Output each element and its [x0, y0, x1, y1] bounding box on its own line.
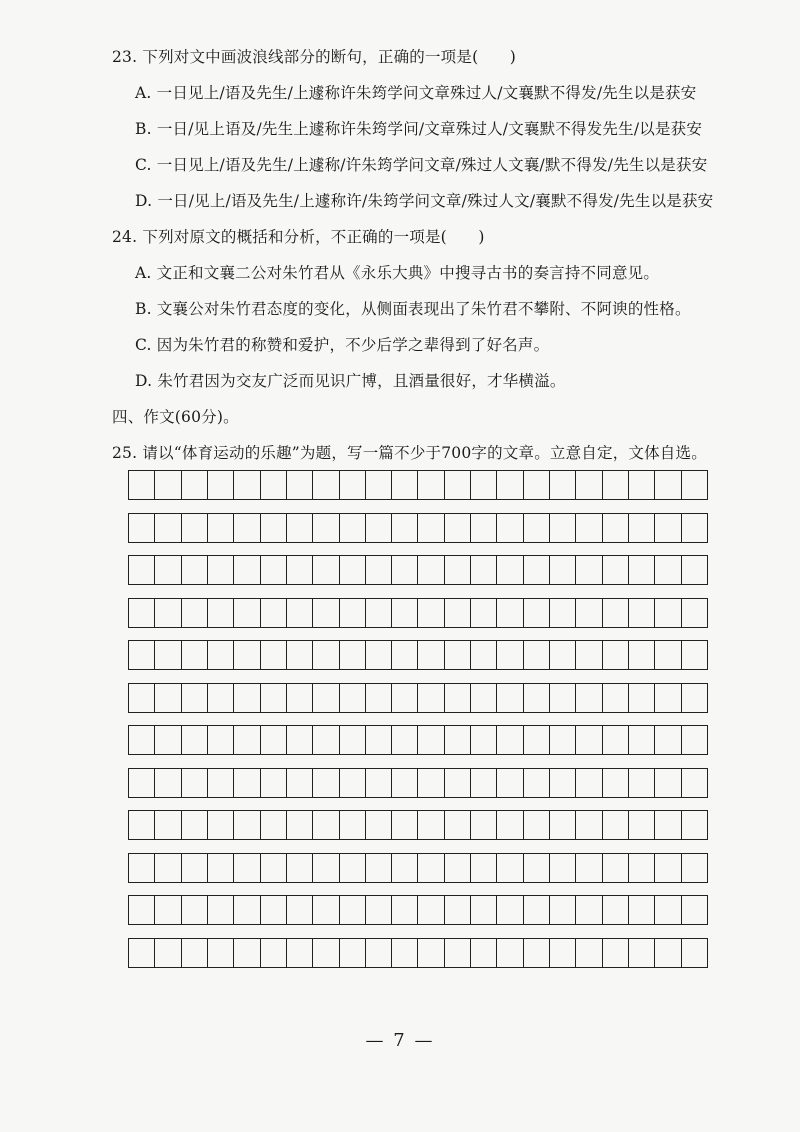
grid-cell[interactable] [496, 938, 522, 968]
grid-cell[interactable] [286, 938, 312, 968]
grid-cell[interactable] [628, 513, 654, 543]
question-23-option-b: B. 一日/见上语及/先生上遽称许朱筠学问/文章殊过人/文襄默不得发先生/以是获安 [135, 120, 703, 138]
grid-cell[interactable] [602, 810, 628, 840]
grid-cell[interactable] [207, 895, 233, 925]
grid-row [128, 513, 708, 543]
grid-cell[interactable] [128, 895, 154, 925]
grid-row [128, 938, 708, 968]
grid-cell[interactable] [523, 555, 549, 585]
grid-cell[interactable] [681, 598, 708, 628]
grid-cell[interactable] [628, 853, 654, 883]
section-4-heading: 四、作文(60分)。 [112, 408, 239, 426]
grid-cell[interactable] [496, 853, 522, 883]
grid-cell[interactable] [365, 640, 391, 670]
grid-cell[interactable] [207, 470, 233, 500]
grid-cell[interactable] [496, 895, 522, 925]
grid-cell[interactable] [628, 555, 654, 585]
grid-cell[interactable] [312, 513, 338, 543]
grid-cell[interactable] [233, 853, 259, 883]
grid-cell[interactable] [575, 895, 601, 925]
grid-cell[interactable] [602, 725, 628, 755]
grid-cell[interactable] [470, 470, 496, 500]
question-23-option-c: C. 一日见上/语及先生/上遽称/许朱筠学问文章/殊过人文襄/默不得发/先生以是获安 [135, 156, 708, 174]
grid-cell[interactable] [312, 853, 338, 883]
grid-cell[interactable] [496, 470, 522, 500]
grid-cell[interactable] [470, 895, 496, 925]
grid-cell[interactable] [444, 768, 470, 798]
grid-cell[interactable] [286, 895, 312, 925]
grid-cell[interactable] [365, 513, 391, 543]
grid-cell[interactable] [654, 895, 680, 925]
grid-cell[interactable] [154, 810, 180, 840]
grid-cell[interactable] [417, 938, 443, 968]
grid-cell[interactable] [549, 598, 575, 628]
grid-cell[interactable] [128, 555, 154, 585]
grid-cell[interactable] [207, 640, 233, 670]
grid-cell[interactable] [654, 725, 680, 755]
grid-cell[interactable] [549, 555, 575, 585]
grid-cell[interactable] [444, 938, 470, 968]
grid-cell[interactable] [260, 895, 286, 925]
grid-cell[interactable] [470, 768, 496, 798]
grid-cell[interactable] [286, 640, 312, 670]
grid-cell[interactable] [154, 938, 180, 968]
grid-cell[interactable] [523, 640, 549, 670]
grid-cell[interactable] [654, 640, 680, 670]
grid-cell[interactable] [339, 810, 365, 840]
grid-cell[interactable] [207, 938, 233, 968]
grid-cell[interactable] [681, 555, 708, 585]
grid-cell[interactable] [444, 683, 470, 713]
grid-cell[interactable] [128, 598, 154, 628]
grid-cell[interactable] [470, 853, 496, 883]
grid-cell[interactable] [654, 555, 680, 585]
grid-cell[interactable] [628, 810, 654, 840]
grid-cell[interactable] [339, 938, 365, 968]
grid-cell[interactable] [181, 598, 207, 628]
grid-row [128, 768, 708, 798]
grid-cell[interactable] [365, 725, 391, 755]
grid-cell[interactable] [602, 598, 628, 628]
grid-cell[interactable] [496, 683, 522, 713]
grid-cell[interactable] [628, 938, 654, 968]
grid-cell[interactable] [523, 598, 549, 628]
grid-cell[interactable] [681, 683, 708, 713]
grid-cell[interactable] [470, 640, 496, 670]
grid-cell[interactable] [312, 810, 338, 840]
grid-cell[interactable] [575, 470, 601, 500]
grid-cell[interactable] [181, 725, 207, 755]
grid-cell[interactable] [260, 598, 286, 628]
grid-cell[interactable] [233, 938, 259, 968]
grid-cell[interactable] [654, 598, 680, 628]
grid-cell[interactable] [602, 853, 628, 883]
grid-cell[interactable] [286, 513, 312, 543]
grid-cell[interactable] [470, 725, 496, 755]
grid-cell[interactable] [575, 598, 601, 628]
grid-cell[interactable] [417, 598, 443, 628]
grid-cell[interactable] [365, 555, 391, 585]
grid-cell[interactable] [417, 513, 443, 543]
grid-cell[interactable] [575, 683, 601, 713]
grid-cell[interactable] [602, 470, 628, 500]
grid-cell[interactable] [523, 683, 549, 713]
essay-writing-grid[interactable] [128, 470, 708, 1010]
grid-cell[interactable] [207, 810, 233, 840]
grid-cell[interactable] [312, 768, 338, 798]
grid-cell[interactable] [286, 470, 312, 500]
grid-cell[interactable] [154, 853, 180, 883]
grid-cell[interactable] [654, 853, 680, 883]
grid-row [128, 470, 708, 500]
grid-cell[interactable] [681, 513, 708, 543]
grid-cell[interactable] [523, 895, 549, 925]
grid-cell[interactable] [128, 725, 154, 755]
grid-cell[interactable] [444, 513, 470, 543]
grid-row [128, 853, 708, 883]
question-23-option-d: D. 一日/见上/语及先生/上遽称许/朱筠学问文章/殊过人文/襄默不得发/先生以是获安 [135, 192, 714, 210]
grid-cell[interactable] [417, 810, 443, 840]
grid-cell[interactable] [365, 683, 391, 713]
grid-cell[interactable] [681, 895, 708, 925]
grid-cell[interactable] [654, 470, 680, 500]
grid-cell[interactable] [154, 555, 180, 585]
grid-cell[interactable] [523, 810, 549, 840]
grid-cell[interactable] [602, 513, 628, 543]
grid-cell[interactable] [181, 853, 207, 883]
grid-cell[interactable] [365, 768, 391, 798]
grid-cell[interactable] [470, 555, 496, 585]
grid-cell[interactable] [181, 683, 207, 713]
grid-cell[interactable] [128, 768, 154, 798]
grid-cell[interactable] [233, 768, 259, 798]
question-25-prompt: 25. 请以“体育运动的乐趣”为题，写一篇不少于700字的文章。立意自定，文体自选。 [112, 444, 707, 462]
grid-cell[interactable] [496, 555, 522, 585]
grid-cell[interactable] [260, 470, 286, 500]
grid-cell[interactable] [470, 810, 496, 840]
grid-cell[interactable] [496, 810, 522, 840]
grid-cell[interactable] [154, 895, 180, 925]
grid-row [128, 555, 708, 585]
grid-cell[interactable] [575, 555, 601, 585]
grid-cell[interactable] [286, 853, 312, 883]
grid-cell[interactable] [654, 938, 680, 968]
grid-cell[interactable] [391, 725, 417, 755]
question-24-option-d: D. 朱竹君因为交友广泛而见识广博，且酒量很好，才华横溢。 [135, 372, 566, 390]
grid-cell[interactable] [181, 470, 207, 500]
grid-cell[interactable] [575, 810, 601, 840]
grid-cell[interactable] [260, 768, 286, 798]
grid-cell[interactable] [681, 768, 708, 798]
grid-cell[interactable] [154, 683, 180, 713]
grid-cell[interactable] [549, 725, 575, 755]
grid-cell[interactable] [549, 938, 575, 968]
grid-cell[interactable] [628, 470, 654, 500]
grid-cell[interactable] [128, 470, 154, 500]
grid-cell[interactable] [496, 768, 522, 798]
grid-cell[interactable] [233, 470, 259, 500]
grid-cell[interactable] [444, 598, 470, 628]
grid-cell[interactable] [339, 640, 365, 670]
grid-cell[interactable] [260, 810, 286, 840]
grid-row [128, 895, 708, 925]
grid-cell[interactable] [260, 513, 286, 543]
grid-cell[interactable] [602, 683, 628, 713]
grid-cell[interactable] [207, 555, 233, 585]
grid-cell[interactable] [549, 768, 575, 798]
grid-cell[interactable] [154, 768, 180, 798]
grid-cell[interactable] [523, 938, 549, 968]
question-24-stem: 24. 下列对原文的概括和分析，不正确的一项是( ) [112, 228, 485, 246]
grid-cell[interactable] [128, 810, 154, 840]
grid-cell[interactable] [523, 768, 549, 798]
grid-cell[interactable] [233, 683, 259, 713]
grid-cell[interactable] [312, 470, 338, 500]
grid-cell[interactable] [681, 470, 708, 500]
grid-cell[interactable] [128, 683, 154, 713]
grid-cell[interactable] [602, 938, 628, 968]
grid-cell[interactable] [444, 853, 470, 883]
grid-cell[interactable] [391, 513, 417, 543]
grid-cell[interactable] [444, 555, 470, 585]
grid-cell[interactable] [470, 683, 496, 713]
grid-cell[interactable] [391, 810, 417, 840]
grid-cell[interactable] [312, 725, 338, 755]
grid-cell[interactable] [549, 895, 575, 925]
question-24-option-c: C. 因为朱竹君的称赞和爱护，不少后学之辈得到了好名声。 [135, 336, 550, 354]
grid-cell[interactable] [312, 640, 338, 670]
grid-cell[interactable] [365, 598, 391, 628]
grid-cell[interactable] [154, 598, 180, 628]
grid-cell[interactable] [207, 683, 233, 713]
grid-cell[interactable] [339, 598, 365, 628]
grid-cell[interactable] [417, 768, 443, 798]
grid-cell[interactable] [391, 470, 417, 500]
grid-cell[interactable] [181, 640, 207, 670]
grid-cell[interactable] [128, 853, 154, 883]
grid-cell[interactable] [470, 938, 496, 968]
grid-cell[interactable] [523, 725, 549, 755]
grid-cell[interactable] [181, 938, 207, 968]
grid-cell[interactable] [496, 725, 522, 755]
grid-cell[interactable] [391, 768, 417, 798]
grid-cell[interactable] [339, 853, 365, 883]
question-24-option-a: A. 文正和文襄二公对朱竹君从《永乐大典》中搜寻古书的奏言持不同意见。 [135, 264, 660, 282]
grid-cell[interactable] [628, 725, 654, 755]
grid-cell[interactable] [654, 513, 680, 543]
grid-cell[interactable] [339, 555, 365, 585]
grid-cell[interactable] [444, 810, 470, 840]
grid-cell[interactable] [444, 470, 470, 500]
grid-cell[interactable] [181, 513, 207, 543]
question-24-option-b: B. 文襄公对朱竹君态度的变化，从侧面表现出了朱竹君不攀附、不阿谀的性格。 [135, 300, 691, 318]
grid-cell[interactable] [417, 640, 443, 670]
grid-cell[interactable] [444, 640, 470, 670]
grid-cell[interactable] [549, 640, 575, 670]
grid-cell[interactable] [575, 768, 601, 798]
grid-cell[interactable] [523, 853, 549, 883]
grid-cell[interactable] [602, 768, 628, 798]
grid-cell[interactable] [181, 555, 207, 585]
grid-cell[interactable] [286, 555, 312, 585]
grid-cell[interactable] [260, 938, 286, 968]
grid-row [128, 598, 708, 628]
grid-cell[interactable] [365, 895, 391, 925]
grid-cell[interactable] [654, 683, 680, 713]
grid-cell[interactable] [681, 640, 708, 670]
grid-cell[interactable] [181, 810, 207, 840]
grid-cell[interactable] [549, 470, 575, 500]
grid-cell[interactable] [128, 640, 154, 670]
grid-cell[interactable] [523, 513, 549, 543]
grid-cell[interactable] [286, 683, 312, 713]
grid-cell[interactable] [286, 725, 312, 755]
grid-cell[interactable] [365, 810, 391, 840]
grid-cell[interactable] [575, 938, 601, 968]
grid-cell[interactable] [207, 725, 233, 755]
grid-cell[interactable] [628, 598, 654, 628]
grid-cell[interactable] [575, 513, 601, 543]
grid-cell[interactable] [339, 513, 365, 543]
grid-cell[interactable] [391, 938, 417, 968]
grid-cell[interactable] [286, 768, 312, 798]
grid-cell[interactable] [154, 725, 180, 755]
grid-cell[interactable] [681, 810, 708, 840]
grid-cell[interactable] [339, 725, 365, 755]
grid-cell[interactable] [496, 513, 522, 543]
grid-cell[interactable] [260, 555, 286, 585]
grid-cell[interactable] [628, 768, 654, 798]
grid-cell[interactable] [128, 513, 154, 543]
grid-cell[interactable] [207, 768, 233, 798]
grid-cell[interactable] [575, 853, 601, 883]
question-23-stem: 23. 下列对文中画波浪线部分的断句，正确的一项是( ) [112, 48, 516, 66]
grid-cell[interactable] [575, 640, 601, 670]
grid-cell[interactable] [444, 895, 470, 925]
grid-cell[interactable] [417, 725, 443, 755]
grid-cell[interactable] [602, 640, 628, 670]
grid-cell[interactable] [339, 895, 365, 925]
grid-cell[interactable] [312, 683, 338, 713]
grid-cell[interactable] [339, 470, 365, 500]
grid-cell[interactable] [549, 853, 575, 883]
grid-row [128, 640, 708, 670]
grid-cell[interactable] [470, 598, 496, 628]
grid-cell[interactable] [365, 853, 391, 883]
grid-cell[interactable] [233, 555, 259, 585]
grid-cell[interactable] [681, 853, 708, 883]
grid-cell[interactable] [207, 853, 233, 883]
grid-cell[interactable] [312, 895, 338, 925]
grid-cell[interactable] [207, 598, 233, 628]
grid-cell[interactable] [365, 470, 391, 500]
grid-cell[interactable] [233, 725, 259, 755]
grid-cell[interactable] [339, 768, 365, 798]
grid-cell[interactable] [207, 513, 233, 543]
grid-cell[interactable] [233, 598, 259, 628]
grid-cell[interactable] [549, 513, 575, 543]
grid-cell[interactable] [496, 640, 522, 670]
grid-cell[interactable] [260, 640, 286, 670]
grid-cell[interactable] [628, 895, 654, 925]
grid-cell[interactable] [233, 640, 259, 670]
grid-cell[interactable] [312, 938, 338, 968]
grid-cell[interactable] [181, 768, 207, 798]
grid-cell[interactable] [417, 555, 443, 585]
grid-cell[interactable] [391, 895, 417, 925]
grid-cell[interactable] [602, 895, 628, 925]
grid-cell[interactable] [260, 683, 286, 713]
grid-cell[interactable] [417, 683, 443, 713]
grid-cell[interactable] [417, 470, 443, 500]
grid-cell[interactable] [444, 725, 470, 755]
grid-cell[interactable] [496, 598, 522, 628]
grid-cell[interactable] [312, 598, 338, 628]
grid-cell[interactable] [260, 725, 286, 755]
grid-cell[interactable] [628, 683, 654, 713]
grid-cell[interactable] [260, 853, 286, 883]
grid-cell[interactable] [391, 640, 417, 670]
grid-cell[interactable] [417, 853, 443, 883]
grid-cell[interactable] [128, 938, 154, 968]
grid-cell[interactable] [523, 470, 549, 500]
grid-cell[interactable] [549, 810, 575, 840]
grid-cell[interactable] [233, 810, 259, 840]
grid-cell[interactable] [233, 895, 259, 925]
grid-cell[interactable] [286, 810, 312, 840]
grid-cell[interactable] [286, 598, 312, 628]
grid-cell[interactable] [312, 555, 338, 585]
grid-cell[interactable] [681, 725, 708, 755]
grid-cell[interactable] [470, 513, 496, 543]
grid-cell[interactable] [391, 683, 417, 713]
grid-cell[interactable] [575, 725, 601, 755]
grid-cell[interactable] [602, 555, 628, 585]
grid-cell[interactable] [654, 768, 680, 798]
grid-cell[interactable] [654, 810, 680, 840]
grid-cell[interactable] [154, 640, 180, 670]
grid-cell[interactable] [391, 555, 417, 585]
page-number: — 7 — [365, 1030, 435, 1051]
grid-cell[interactable] [181, 895, 207, 925]
grid-row [128, 683, 708, 713]
grid-row [128, 725, 708, 755]
grid-cell[interactable] [417, 895, 443, 925]
grid-cell[interactable] [549, 683, 575, 713]
grid-cell[interactable] [233, 513, 259, 543]
grid-cell[interactable] [391, 853, 417, 883]
grid-cell[interactable] [154, 470, 180, 500]
grid-cell[interactable] [365, 938, 391, 968]
grid-cell[interactable] [154, 513, 180, 543]
grid-cell[interactable] [339, 683, 365, 713]
question-23-option-a: A. 一日见上/语及先生/上遽称许朱筠学问文章殊过人/文襄默不得发/先生以是获安 [135, 84, 697, 102]
grid-cell[interactable] [681, 938, 708, 968]
grid-row [128, 810, 708, 840]
grid-cell[interactable] [628, 640, 654, 670]
grid-cell[interactable] [391, 598, 417, 628]
